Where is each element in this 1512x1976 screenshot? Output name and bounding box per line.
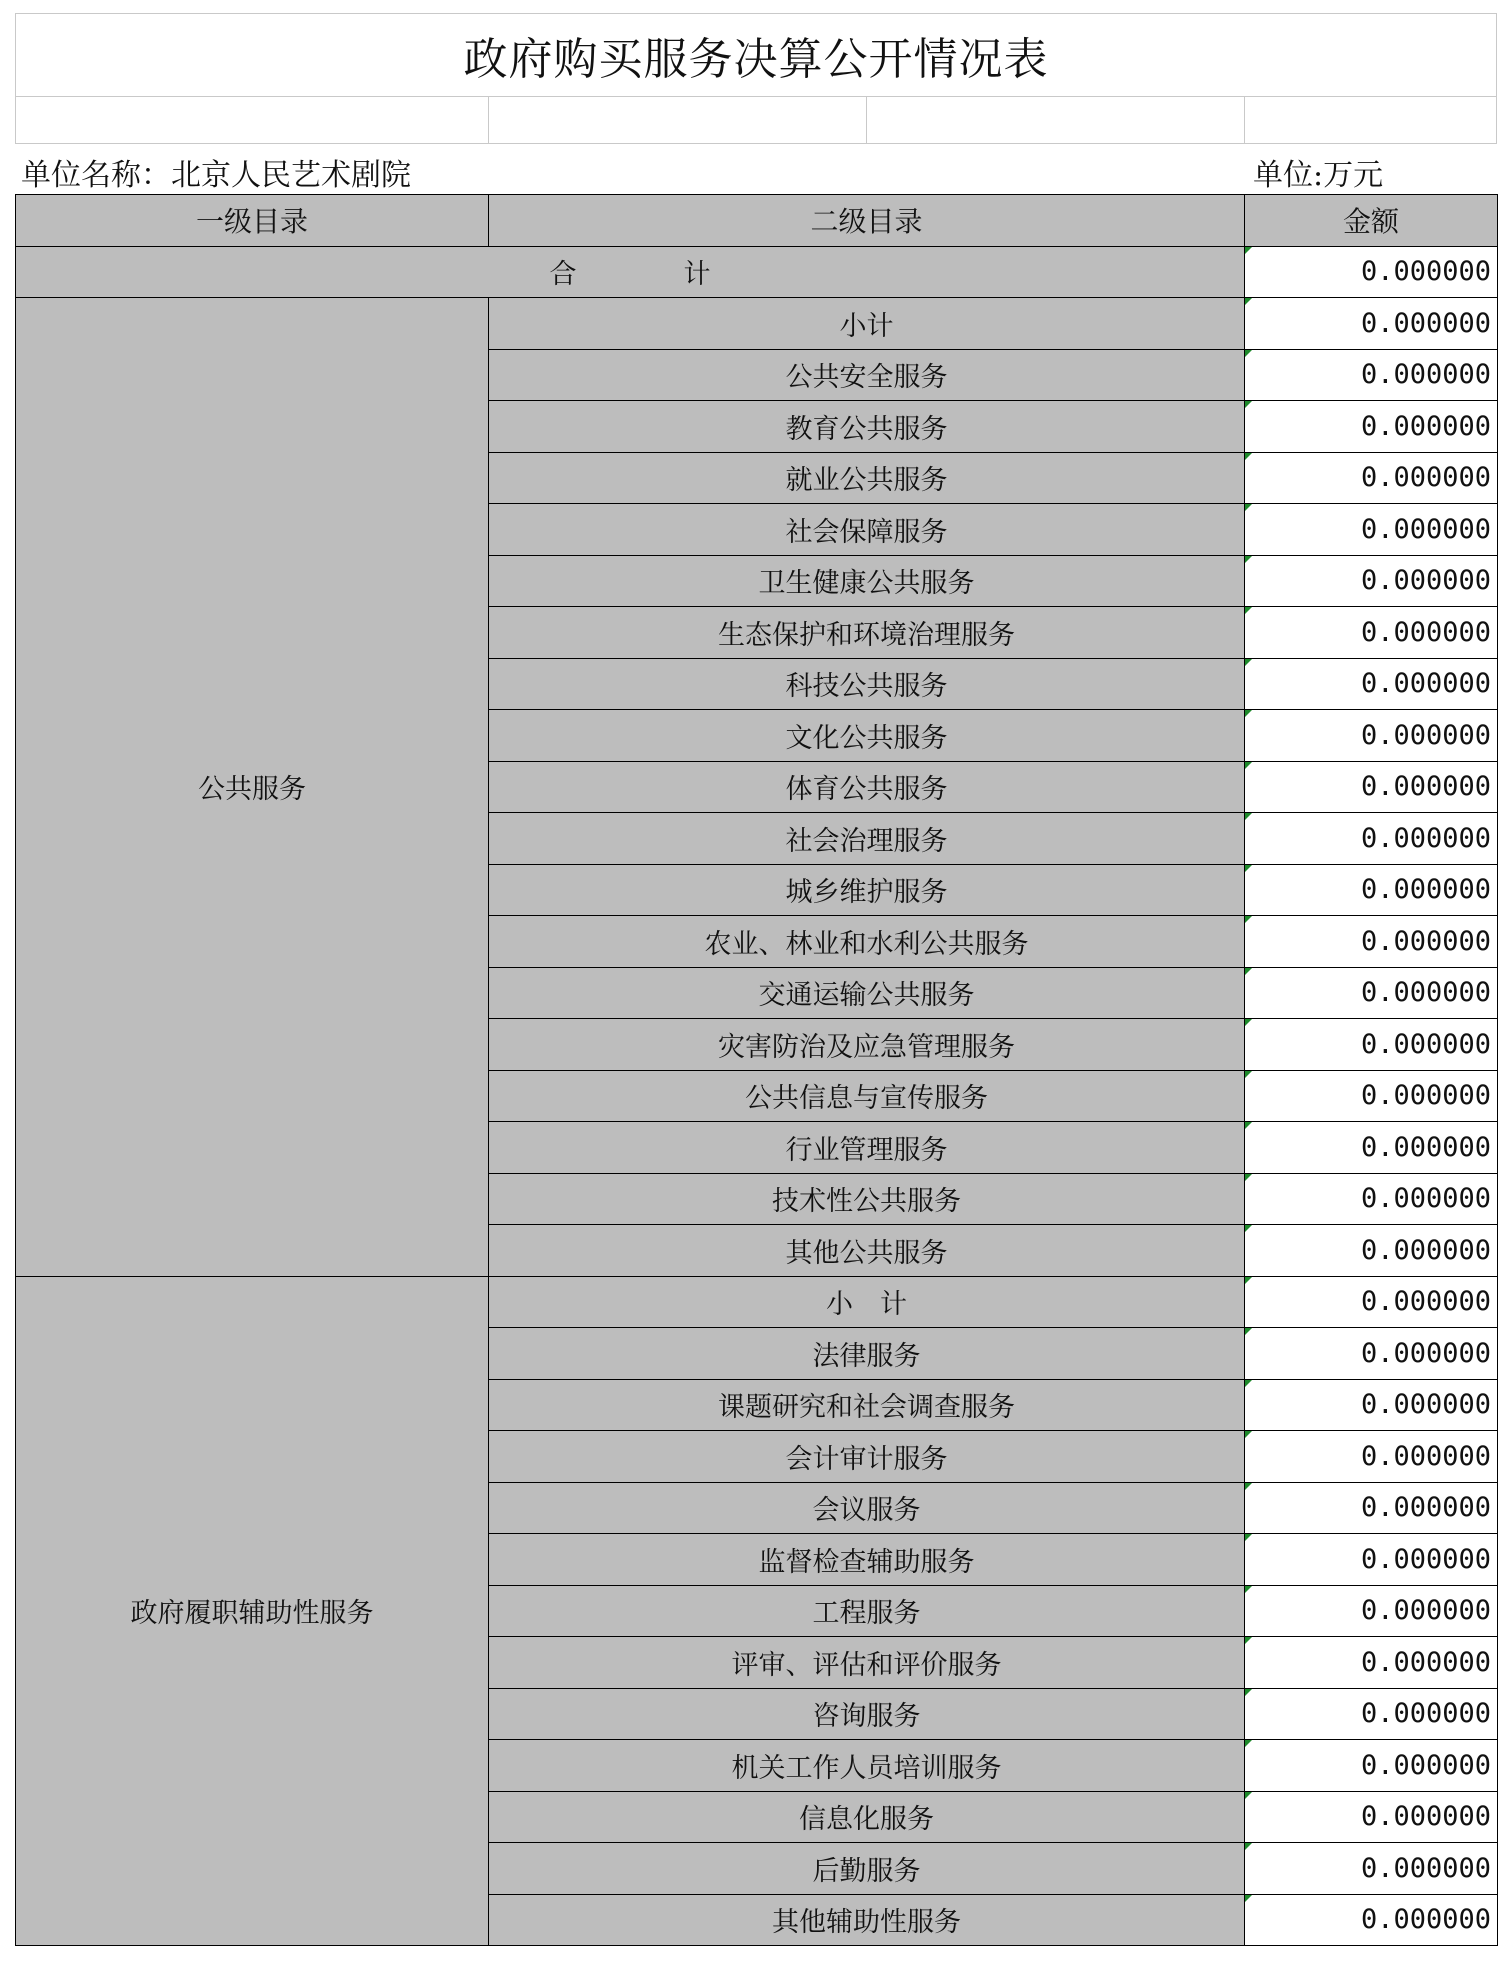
level2-cell[interactable]: 教育公共服务: [489, 401, 1245, 453]
amount-cell[interactable]: 0.000000: [1245, 1585, 1498, 1637]
amount-cell[interactable]: 0.000000: [1245, 916, 1498, 968]
amount-cell[interactable]: 0.000000: [1245, 1276, 1498, 1328]
total-label[interactable]: 合 计: [16, 246, 1245, 298]
level2-cell[interactable]: 法律服务: [489, 1328, 1245, 1380]
amount-cell[interactable]: 0.000000: [1245, 1482, 1498, 1534]
amount-cell[interactable]: 0.000000: [1245, 401, 1498, 453]
level2-cell[interactable]: 其他公共服务: [489, 1225, 1245, 1277]
level1-cell[interactable]: 政府履职辅助性服务: [16, 1276, 489, 1946]
level2-cell[interactable]: 农业、林业和水利公共服务: [489, 916, 1245, 968]
amount-cell[interactable]: 0.000000: [1245, 813, 1498, 865]
level2-cell[interactable]: 技术性公共服务: [489, 1173, 1245, 1225]
amount-cell[interactable]: 0.000000: [1245, 1122, 1498, 1174]
level2-cell[interactable]: 课题研究和社会调查服务: [489, 1379, 1245, 1431]
level2-cell[interactable]: 信息化服务: [489, 1791, 1245, 1843]
blank-cell[interactable]: [15, 97, 488, 143]
level2-cell[interactable]: 城乡维护服务: [489, 864, 1245, 916]
level2-cell[interactable]: 灾害防治及应急管理服务: [489, 1019, 1245, 1071]
amount-cell[interactable]: 0.000000: [1245, 607, 1498, 659]
amount-cell[interactable]: 0.000000: [1245, 349, 1498, 401]
level2-cell[interactable]: 公共信息与宣传服务: [489, 1070, 1245, 1122]
table-row: [16, 1276, 1498, 1328]
report-sheet: [15, 13, 1497, 1946]
amount-cell[interactable]: 0.000000: [1245, 710, 1498, 762]
level2-cell[interactable]: 会议服务: [489, 1482, 1245, 1534]
amount-cell[interactable]: 0.000000: [1245, 1740, 1498, 1792]
amount-cell[interactable]: 0.000000: [1245, 1019, 1498, 1071]
level2-cell[interactable]: 社会治理服务: [489, 813, 1245, 865]
header-level2[interactable]: 二级目录: [489, 195, 1245, 247]
blank-cell[interactable]: [1244, 97, 1497, 143]
level1-cell[interactable]: 公共服务: [16, 298, 489, 1277]
level2-cell[interactable]: 工程服务: [489, 1585, 1245, 1637]
level2-cell[interactable]: 监督检查辅助服务: [489, 1534, 1245, 1586]
level2-cell[interactable]: 行业管理服务: [489, 1122, 1245, 1174]
amount-cell[interactable]: 0.000000: [1245, 504, 1498, 556]
amount-cell[interactable]: 0.000000: [1245, 452, 1498, 504]
purchase-table: [15, 194, 1498, 1946]
amount-cell[interactable]: 0.000000: [1245, 1225, 1498, 1277]
org-name-label: 单位名称：北京人民艺术剧院: [21, 158, 411, 193]
header-amount[interactable]: 金额: [1245, 195, 1498, 247]
level2-cell[interactable]: 后勤服务: [489, 1843, 1245, 1895]
amount-cell[interactable]: 0.000000: [1245, 1431, 1498, 1483]
amount-cell[interactable]: 0.000000: [1245, 1534, 1498, 1586]
total-amount[interactable]: 0.000000: [1245, 246, 1498, 298]
amount-cell[interactable]: 0.000000: [1245, 555, 1498, 607]
level2-cell[interactable]: 咨询服务: [489, 1688, 1245, 1740]
blank-row: [15, 96, 1497, 144]
amount-cell[interactable]: 0.000000: [1245, 761, 1498, 813]
header-level1[interactable]: 一级目录: [16, 195, 489, 247]
amount-cell[interactable]: 0.000000: [1245, 1791, 1498, 1843]
level2-cell[interactable]: 体育公共服务: [489, 761, 1245, 813]
amount-cell[interactable]: 0.000000: [1245, 864, 1498, 916]
level2-cell[interactable]: 文化公共服务: [489, 710, 1245, 762]
level2-cell[interactable]: 小计: [489, 298, 1245, 350]
amount-cell[interactable]: 0.000000: [1245, 658, 1498, 710]
table-row: [16, 298, 1498, 350]
blank-cell[interactable]: [488, 97, 866, 143]
amount-cell[interactable]: 0.000000: [1245, 298, 1498, 350]
header-row: [16, 195, 1498, 247]
amount-cell[interactable]: 0.000000: [1245, 1173, 1498, 1225]
level2-cell[interactable]: 其他辅助性服务: [489, 1894, 1245, 1946]
level2-cell[interactable]: 生态保护和环境治理服务: [489, 607, 1245, 659]
unit-row: [15, 144, 1497, 194]
level2-cell[interactable]: 会计审计服务: [489, 1431, 1245, 1483]
level2-cell[interactable]: 公共安全服务: [489, 349, 1245, 401]
amount-cell[interactable]: 0.000000: [1245, 1379, 1498, 1431]
unit-label: 单位:万元: [1253, 158, 1384, 193]
page-title: 政府购买服务决算公开情况表: [15, 13, 1497, 96]
level2-cell[interactable]: 小 计: [489, 1276, 1245, 1328]
amount-cell[interactable]: 0.000000: [1245, 1843, 1498, 1895]
amount-cell[interactable]: 0.000000: [1245, 1688, 1498, 1740]
level2-cell[interactable]: 评审、评估和评价服务: [489, 1637, 1245, 1689]
amount-cell[interactable]: 0.000000: [1245, 1637, 1498, 1689]
level2-cell[interactable]: 科技公共服务: [489, 658, 1245, 710]
blank-cell[interactable]: [866, 97, 1244, 143]
level2-cell[interactable]: 社会保障服务: [489, 504, 1245, 556]
amount-cell[interactable]: 0.000000: [1245, 967, 1498, 1019]
amount-cell[interactable]: 0.000000: [1245, 1894, 1498, 1946]
level2-cell[interactable]: 机关工作人员培训服务: [489, 1740, 1245, 1792]
amount-cell[interactable]: 0.000000: [1245, 1070, 1498, 1122]
level2-cell[interactable]: 就业公共服务: [489, 452, 1245, 504]
amount-cell[interactable]: 0.000000: [1245, 1328, 1498, 1380]
level2-cell[interactable]: 交通运输公共服务: [489, 967, 1245, 1019]
level2-cell[interactable]: 卫生健康公共服务: [489, 555, 1245, 607]
total-row: [16, 246, 1498, 298]
